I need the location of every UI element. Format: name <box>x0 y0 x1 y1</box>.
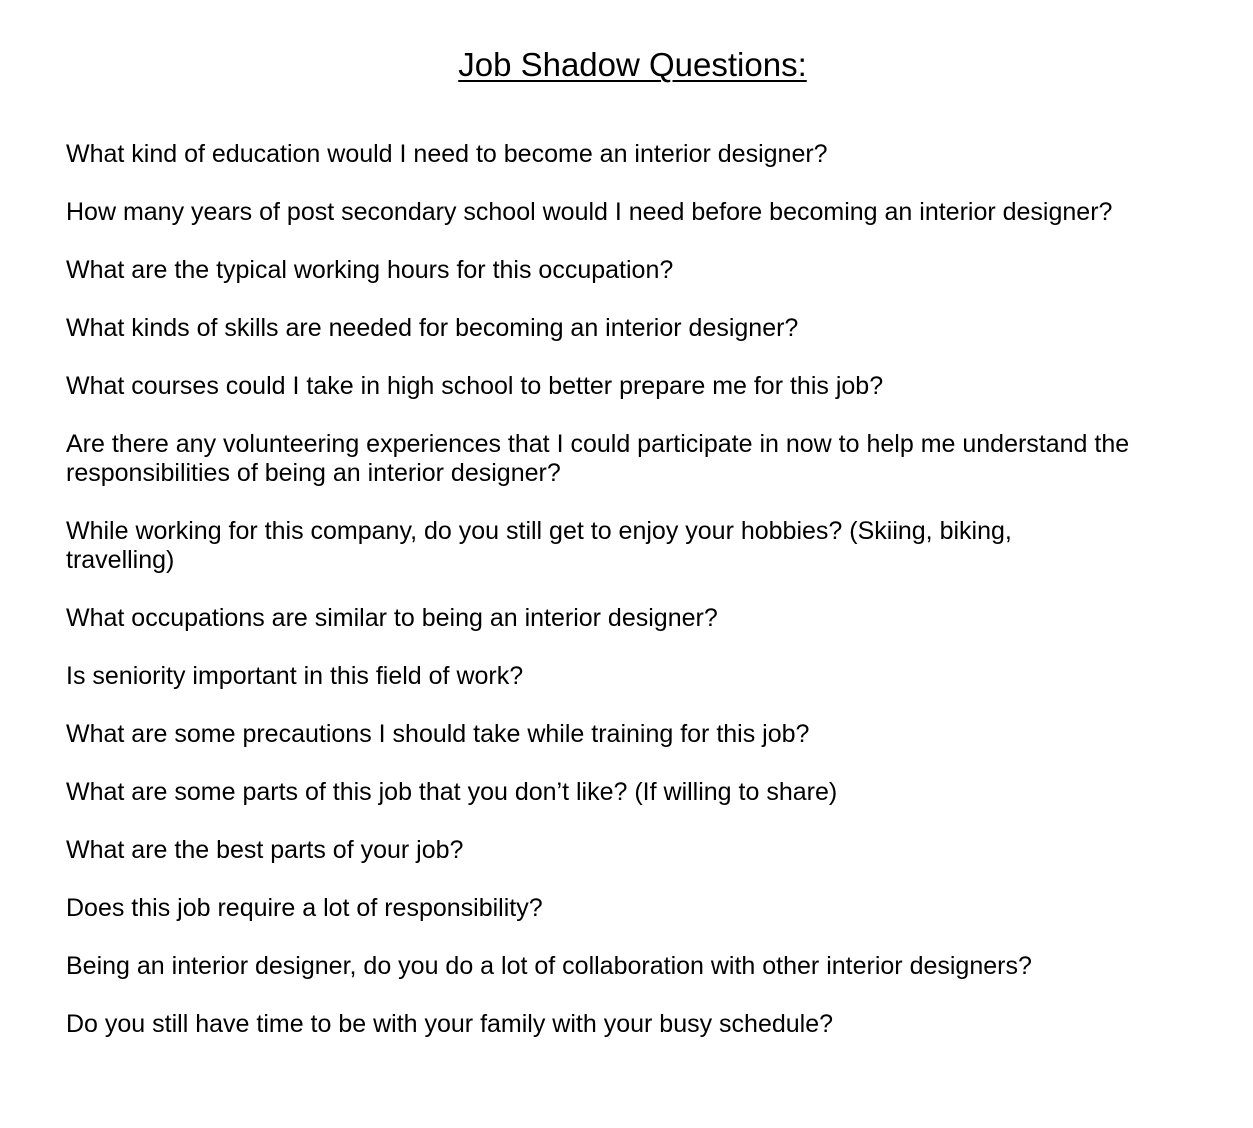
question-item: What kinds of skills are needed for becoming an interior designer? <box>66 314 799 342</box>
question-item: What kind of education would I need to become an interior designer? <box>66 140 828 168</box>
question-item: What are some precautions I should take while training for this job? <box>66 720 810 748</box>
document-title: Job Shadow Questions: <box>458 46 807 83</box>
question-item: What courses could I take in high school to better prepare me for this job? <box>66 372 884 400</box>
question-item: What are the typical working hours for this occupation? <box>66 256 674 284</box>
question-item: Being an interior designer, do you do a lot of collaboration with other interior designers? <box>66 952 1032 980</box>
question-item: What are the best parts of your job? <box>66 836 464 864</box>
question-item: Does this job require a lot of responsibility? <box>66 894 543 922</box>
question-item: While working for this company, do you still get to enjoy your hobbies? (Skiing, biking, travelling) <box>66 517 1012 574</box>
question-item: Do you still have time to be with your family with your busy schedule? <box>66 1010 834 1038</box>
question-list <box>66 140 1216 1068</box>
question-item: Are there any volunteering experiences that I could participate in now to help me understand the responsibilities of being an interior designer? <box>66 430 1130 487</box>
question-item: What are some parts of this job that you don’t like? (If willing to share) <box>66 778 838 806</box>
question-item: What occupations are similar to being an interior designer? <box>66 604 718 632</box>
question-item: How many years of post secondary school would I need before becoming an interior designer? <box>66 198 1113 226</box>
question-item: Is seniority important in this field of work? <box>66 662 524 690</box>
